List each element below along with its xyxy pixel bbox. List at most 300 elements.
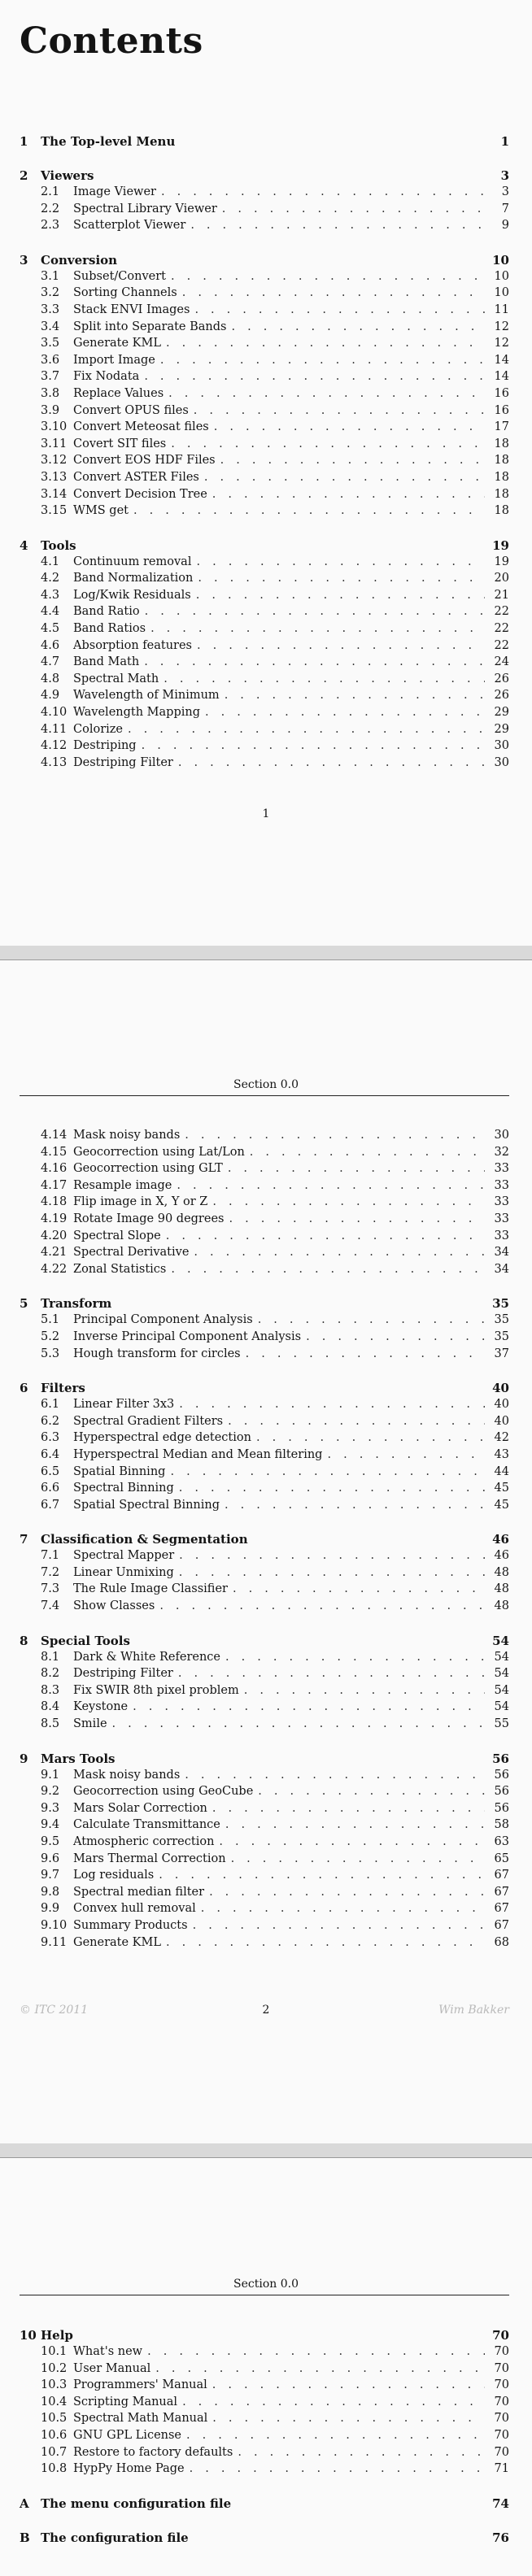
section-number: 7.3 — [41, 1582, 60, 1596]
dot-leader — [166, 1936, 485, 1949]
toc-section-entry[interactable] — [20, 1852, 509, 1869]
section-title: Rotate Image 90 degrees — [73, 1212, 225, 1225]
section-number: 9.6 — [41, 1852, 60, 1865]
toc-section-entry[interactable] — [20, 1785, 509, 1802]
section-page: 30 — [494, 739, 509, 753]
section-title: Convert EOS HDF Files — [73, 454, 216, 468]
dot-leader — [128, 723, 485, 736]
dot-leader — [228, 1415, 485, 1428]
toc-chapter-entry[interactable] — [20, 1381, 509, 1398]
section-number: 4.1 — [41, 555, 60, 568]
section-number: 4.17 — [41, 1178, 68, 1192]
section-title: Covert SIT files — [73, 437, 167, 450]
toc-section-entry[interactable] — [20, 1246, 509, 1263]
chapter-page: 1 — [500, 134, 509, 149]
section-title: Hyperspectral Median and Mean filtering — [73, 1447, 323, 1461]
toc-section-entry[interactable] — [20, 1769, 509, 1786]
section-page: 18 — [494, 470, 509, 484]
toc-chapter-entry[interactable] — [20, 253, 509, 270]
section-title: Convert Decision Tree — [73, 487, 207, 501]
section-number: 9.3 — [41, 1801, 60, 1815]
section-title: Log/Kwik Residuals — [73, 588, 191, 602]
toc-section-entry[interactable] — [20, 1330, 509, 1347]
toc-section-entry[interactable] — [20, 1129, 509, 1146]
toc-section-entry[interactable] — [20, 1566, 509, 1583]
dot-leader — [170, 1465, 485, 1478]
section-number: 9.2 — [41, 1785, 60, 1799]
toc-section-entry[interactable] — [20, 672, 509, 690]
toc-section-entry[interactable] — [20, 706, 509, 723]
dot-leader — [212, 488, 485, 501]
section-title: Spectral Library Viewer — [73, 202, 217, 215]
toc-section-entry[interactable] — [20, 2362, 509, 2379]
toc-chapter-block — [20, 1532, 509, 1616]
section-title: Convert OPUS files — [73, 403, 189, 417]
toc-section-entry[interactable] — [20, 589, 509, 606]
section-number: 4.19 — [41, 1212, 68, 1225]
section-number: 9.5 — [41, 1835, 60, 1848]
chapter-number: B — [20, 2530, 30, 2545]
dot-leader — [179, 1549, 485, 1562]
dot-leader — [225, 1818, 485, 1831]
section-number: 4.8 — [41, 672, 60, 685]
toc-section-entry[interactable] — [20, 1886, 509, 1903]
section-number: 4.5 — [41, 622, 60, 636]
dot-leader — [190, 219, 485, 232]
toc-section-entry[interactable] — [20, 1667, 509, 1684]
toc-section-entry[interactable] — [20, 572, 509, 589]
toc-section-entry[interactable] — [20, 1398, 509, 1415]
section-title: Spectral median filter — [73, 1885, 205, 1899]
toc-section-entry[interactable] — [20, 1146, 509, 1163]
section-page: 67 — [494, 1885, 509, 1899]
section-number: 8.2 — [41, 1667, 60, 1681]
section-title: Spectral Math Manual — [73, 2412, 208, 2426]
toc-section-entry[interactable] — [20, 1902, 509, 1919]
footer-copyright: © ITC 2011 — [20, 2004, 89, 2017]
chapter-number: 5 — [20, 1296, 28, 1312]
chapter-page: 54 — [492, 1633, 509, 1648]
toc-section-entry[interactable] — [20, 219, 509, 236]
toc-section-entry[interactable] — [20, 2462, 509, 2479]
section-page: 56 — [494, 1785, 509, 1799]
dot-leader — [258, 1785, 485, 1798]
toc-chapter-entry[interactable] — [20, 2496, 509, 2513]
section-page: 14 — [494, 353, 509, 367]
dot-leader — [233, 1582, 485, 1595]
section-page: 46 — [494, 1549, 509, 1563]
section-title: WMS get — [73, 504, 129, 518]
section-page: 14 — [494, 370, 509, 384]
toc-section-entry[interactable] — [20, 2395, 509, 2413]
toc-section-entry[interactable] — [20, 370, 509, 387]
toc-chapter-entry[interactable] — [20, 1296, 509, 1313]
chapter-title: The Top-level Menu — [41, 134, 176, 149]
section-page: 42 — [494, 1431, 509, 1445]
toc-section-entry[interactable] — [20, 1651, 509, 1668]
chapter-number: 4 — [20, 537, 28, 553]
toc-section-entry[interactable] — [20, 605, 509, 622]
section-title: Destriping Filter — [73, 755, 173, 769]
chapter-title: Conversion — [41, 252, 118, 268]
toc-section-entry[interactable] — [20, 387, 509, 404]
section-page: 40 — [494, 1414, 509, 1428]
section-title: Geocorrection using Lat/Lon — [73, 1145, 245, 1159]
toc-list-page-3 — [20, 2328, 509, 2565]
section-number: 6.5 — [41, 1464, 60, 1478]
section-title: Destriping — [73, 739, 137, 753]
section-title: Mars Thermal Correction — [73, 1852, 226, 1865]
section-number: 4.13 — [41, 755, 68, 769]
toc-chapter-entry[interactable] — [20, 538, 509, 555]
chapter-number: 6 — [20, 1381, 28, 1396]
toc-section-entry[interactable] — [20, 1179, 509, 1196]
toc-section-entry[interactable] — [20, 354, 509, 371]
section-title: Scripting Manual — [73, 2395, 178, 2408]
toc-chapter-block — [20, 2530, 509, 2548]
section-number: 2.3 — [41, 219, 60, 233]
section-title: Colorize — [73, 722, 123, 736]
toc-section-entry[interactable] — [20, 286, 509, 303]
toc-section-entry[interactable] — [20, 2345, 509, 2362]
toc-section-entry[interactable] — [20, 2446, 509, 2463]
toc-section-entry[interactable] — [20, 270, 509, 287]
section-number: 4.6 — [41, 638, 60, 652]
section-page: 70 — [494, 2361, 509, 2375]
toc-section-entry[interactable] — [20, 723, 509, 740]
section-page: 18 — [494, 454, 509, 468]
section-page: 67 — [494, 1918, 509, 1932]
toc-section-entry[interactable] — [20, 655, 509, 672]
section-title: Image Viewer — [73, 185, 156, 198]
dot-leader — [144, 370, 485, 383]
toc-chapter-entry[interactable] — [20, 168, 509, 185]
toc-section-entry[interactable] — [20, 1582, 509, 1599]
toc-chapter-block — [20, 2328, 509, 2479]
toc-section-entry[interactable] — [20, 488, 509, 505]
section-number: 6.4 — [41, 1447, 60, 1461]
section-number: 6.3 — [41, 1431, 60, 1445]
toc-section-entry[interactable] — [20, 756, 509, 773]
toc-section-entry[interactable] — [20, 303, 509, 320]
section-title: GNU GPL License — [73, 2428, 182, 2442]
chapter-page: 10 — [492, 252, 509, 268]
section-number: 4.22 — [41, 1262, 68, 1276]
dot-leader — [212, 1802, 485, 1815]
dot-leader — [177, 1179, 485, 1192]
dot-leader — [194, 1246, 485, 1259]
toc-section-entry[interactable] — [20, 1313, 509, 1330]
section-page: 56 — [494, 1768, 509, 1782]
section-title: Calculate Transmittance — [73, 1818, 220, 1832]
dot-leader — [185, 1769, 485, 1782]
toc-section-entry[interactable] — [20, 1599, 509, 1617]
section-number: 3.10 — [41, 420, 68, 434]
dot-leader — [225, 1651, 485, 1664]
section-number: 8.1 — [41, 1650, 60, 1664]
toc-list-page-1 — [20, 134, 509, 790]
toc-section-entry[interactable] — [20, 1936, 509, 1953]
section-page: 18 — [494, 437, 509, 450]
page-number: 2 — [262, 2004, 270, 2017]
toc-section-entry[interactable] — [20, 2412, 509, 2429]
dot-leader — [168, 387, 485, 400]
section-page: 48 — [494, 1582, 509, 1596]
section-number: 9.8 — [41, 1885, 60, 1899]
chapter-title: Special Tools — [41, 1633, 130, 1648]
dot-leader — [185, 1129, 485, 1142]
dot-leader — [250, 1146, 485, 1159]
toc-page-1 — [0, 0, 532, 946]
section-number: 3.11 — [41, 437, 68, 450]
chapter-title: Viewers — [41, 168, 94, 183]
toc-section-entry[interactable] — [20, 1835, 509, 1852]
section-title: What's new — [73, 2345, 143, 2358]
section-title: Split into Separate Bands — [73, 320, 227, 333]
toc-chapter-entry[interactable] — [20, 2328, 509, 2345]
section-number: 3.5 — [41, 337, 60, 350]
section-page: 33 — [494, 1212, 509, 1225]
section-number: 3.14 — [41, 487, 68, 501]
toc-chapter-entry[interactable] — [20, 1532, 509, 1549]
section-page: 56 — [494, 1801, 509, 1815]
section-title: Replace Values — [73, 386, 164, 400]
section-title: Spectral Mapper — [73, 1549, 175, 1563]
section-title: Resample image — [73, 1178, 172, 1192]
section-page: 37 — [494, 1347, 509, 1360]
toc-chapter-entry[interactable] — [20, 1634, 509, 1651]
toc-section-entry[interactable] — [20, 1499, 509, 1516]
chapter-number: 3 — [20, 252, 28, 268]
section-number: 4.11 — [41, 722, 68, 736]
section-number: 7.2 — [41, 1565, 60, 1579]
section-number: 10.1 — [41, 2345, 68, 2358]
chapter-number: 2 — [20, 168, 28, 183]
section-title: Convex hull removal — [73, 1902, 196, 1916]
section-title: Restore to factory defaults — [73, 2445, 233, 2459]
section-number: 3.8 — [41, 386, 60, 400]
section-page: 70 — [494, 2395, 509, 2408]
dot-leader — [155, 2362, 485, 2375]
dot-leader — [194, 404, 485, 417]
toc-section-entry[interactable] — [20, 689, 509, 706]
section-title: Spectral Derivative — [73, 1246, 190, 1260]
dot-leader — [164, 672, 485, 685]
section-page: 70 — [494, 2412, 509, 2426]
toc-section-entry[interactable] — [20, 1802, 509, 1819]
dot-leader — [144, 655, 485, 668]
dot-leader — [212, 1195, 485, 1208]
dot-leader — [231, 1852, 485, 1865]
toc-section-entry[interactable] — [20, 1229, 509, 1247]
section-number: 4.3 — [41, 588, 60, 602]
toc-section-entry[interactable] — [20, 1919, 509, 1936]
toc-section-entry[interactable] — [20, 1347, 509, 1364]
toc-section-entry[interactable] — [20, 1465, 509, 1482]
toc-chapter-block — [20, 1751, 509, 1953]
section-number: 9.9 — [41, 1902, 60, 1916]
dot-leader — [190, 2462, 485, 2475]
dot-leader — [225, 689, 485, 702]
chapter-title: Classification & Segmentation — [41, 1532, 248, 1547]
dot-leader — [256, 1431, 485, 1444]
chapter-title: Transform — [41, 1296, 112, 1312]
toc-section-entry[interactable] — [20, 404, 509, 421]
toc-section-entry[interactable] — [20, 202, 509, 220]
toc-section-entry[interactable] — [20, 337, 509, 354]
section-number: 7.4 — [41, 1599, 60, 1613]
section-page: 10 — [494, 286, 509, 300]
section-number: 4.21 — [41, 1246, 68, 1260]
dot-leader — [182, 2395, 485, 2408]
section-title: Spectral Slope — [73, 1229, 161, 1242]
toc-section-entry[interactable] — [20, 2378, 509, 2395]
toc-chapter-block — [20, 168, 509, 236]
section-page: 17 — [494, 420, 509, 434]
toc-chapter-entry[interactable] — [20, 2530, 509, 2548]
dot-leader — [229, 1212, 485, 1225]
section-page: 45 — [494, 1482, 509, 1495]
section-title: Generate KML — [73, 337, 161, 350]
toc-section-entry[interactable] — [20, 1818, 509, 1835]
toc-section-entry[interactable] — [20, 1700, 509, 1717]
toc-section-entry[interactable] — [20, 2429, 509, 2446]
section-title: Band Ratios — [73, 622, 146, 636]
section-page: 16 — [494, 403, 509, 417]
section-title: Zonal Statistics — [73, 1262, 167, 1276]
dot-leader — [196, 589, 485, 602]
toc-section-entry[interactable] — [20, 420, 509, 437]
toc-section-entry[interactable] — [20, 471, 509, 488]
section-number: 3.9 — [41, 403, 60, 417]
section-page: 54 — [494, 1683, 509, 1697]
section-title: Spectral Math — [73, 672, 159, 685]
toc-section-entry[interactable] — [20, 1869, 509, 1886]
dot-leader — [327, 1448, 485, 1461]
section-number: 6.2 — [41, 1414, 60, 1428]
dot-leader — [178, 756, 485, 769]
section-number: 4.18 — [41, 1195, 68, 1209]
toc-section-entry[interactable] — [20, 639, 509, 656]
toc-page-2 — [0, 959, 532, 2143]
section-page: 22 — [494, 605, 509, 619]
section-number: 5.3 — [41, 1347, 60, 1360]
chapter-number: A — [20, 2496, 29, 2511]
section-page: 35 — [494, 1313, 509, 1327]
chapter-title: The configuration file — [41, 2530, 189, 2545]
toc-page-3 — [0, 2157, 532, 2576]
chapter-number: 9 — [20, 1751, 28, 1766]
section-page: 30 — [494, 755, 509, 769]
section-number: 9.10 — [41, 1918, 68, 1932]
chapter-page: 3 — [500, 168, 509, 183]
section-title: The Rule Image Classifier — [73, 1582, 228, 1596]
toc-section-entry[interactable] — [20, 1684, 509, 1701]
section-title: Inverse Principal Component Analysis — [73, 1329, 302, 1343]
section-page: 9 — [501, 219, 509, 233]
toc-section-entry[interactable] — [20, 739, 509, 756]
section-title: Principal Component Analysis — [73, 1313, 253, 1327]
chapter-number: 7 — [20, 1532, 28, 1547]
dot-leader — [244, 1684, 485, 1697]
section-title: Show Classes — [73, 1599, 155, 1613]
chapter-page: 76 — [492, 2530, 509, 2545]
section-page: 43 — [494, 1447, 509, 1461]
section-number: 8.3 — [41, 1683, 60, 1697]
toc-section-entry[interactable] — [20, 1717, 509, 1734]
dot-leader — [228, 1162, 485, 1175]
toc-section-entry[interactable] — [20, 1162, 509, 1179]
toc-section-entry[interactable] — [20, 454, 509, 471]
section-page: 55 — [494, 1717, 509, 1731]
toc-chapter-entry[interactable] — [20, 134, 509, 151]
section-page: 33 — [494, 1162, 509, 1176]
footer-author: Wim Bakker — [438, 2004, 509, 2017]
toc-chapter-block — [20, 1381, 509, 1515]
toc-section-entry[interactable] — [20, 1549, 509, 1566]
section-title: Dark & White Reference — [73, 1650, 221, 1664]
section-number: 10.2 — [41, 2361, 68, 2375]
section-page: 48 — [494, 1565, 509, 1579]
section-title: Subset/Convert — [73, 269, 166, 283]
page-gap — [0, 946, 532, 959]
section-title: Stack ENVI Images — [73, 302, 190, 316]
section-title: Sorting Channels — [73, 286, 177, 300]
section-number: 10.6 — [41, 2428, 68, 2442]
toc-section-entry[interactable] — [20, 1482, 509, 1499]
toc-chapter-entry[interactable] — [20, 1751, 509, 1769]
toc-section-entry[interactable] — [20, 555, 509, 572]
section-page: 21 — [494, 588, 509, 602]
section-title: Geocorrection using GLT — [73, 1162, 223, 1176]
section-title: Log residuals — [73, 1869, 155, 1882]
section-page: 26 — [494, 689, 509, 703]
section-page: 70 — [494, 2445, 509, 2459]
toc-section-entry[interactable] — [20, 504, 509, 521]
toc-section-entry[interactable] — [20, 185, 509, 202]
toc-section-entry[interactable] — [20, 437, 509, 455]
toc-section-entry[interactable] — [20, 1263, 509, 1280]
dot-leader — [201, 1902, 485, 1915]
toc-chapter-block — [20, 134, 509, 151]
toc-section-entry[interactable] — [20, 320, 509, 337]
header-rule — [20, 1095, 509, 1096]
section-page: 34 — [494, 1262, 509, 1276]
toc-section-entry[interactable] — [20, 622, 509, 639]
section-page: 29 — [494, 706, 509, 720]
toc-section-entry[interactable] — [20, 1448, 509, 1465]
section-page: 48 — [494, 1599, 509, 1613]
dot-leader — [186, 2429, 485, 2442]
toc-section-entry[interactable] — [20, 1431, 509, 1448]
section-page: 54 — [494, 1650, 509, 1664]
chapter-page: 70 — [492, 2328, 509, 2343]
dot-leader — [150, 622, 485, 635]
section-title: Convert ASTER Files — [73, 470, 199, 484]
section-page: 11 — [494, 302, 509, 316]
dot-leader — [306, 1330, 485, 1343]
toc-section-entry[interactable] — [20, 1212, 509, 1229]
toc-section-entry[interactable] — [20, 1415, 509, 1432]
section-page: 32 — [494, 1145, 509, 1159]
section-title: Band Ratio — [73, 605, 140, 619]
section-number: 3.15 — [41, 504, 68, 518]
section-title: Convert Meteosat files — [73, 420, 209, 434]
section-page: 44 — [494, 1464, 509, 1478]
section-title: HypPy Home Page — [73, 2462, 185, 2476]
section-title: Band Normalization — [73, 572, 194, 585]
toc-section-entry[interactable] — [20, 1195, 509, 1212]
